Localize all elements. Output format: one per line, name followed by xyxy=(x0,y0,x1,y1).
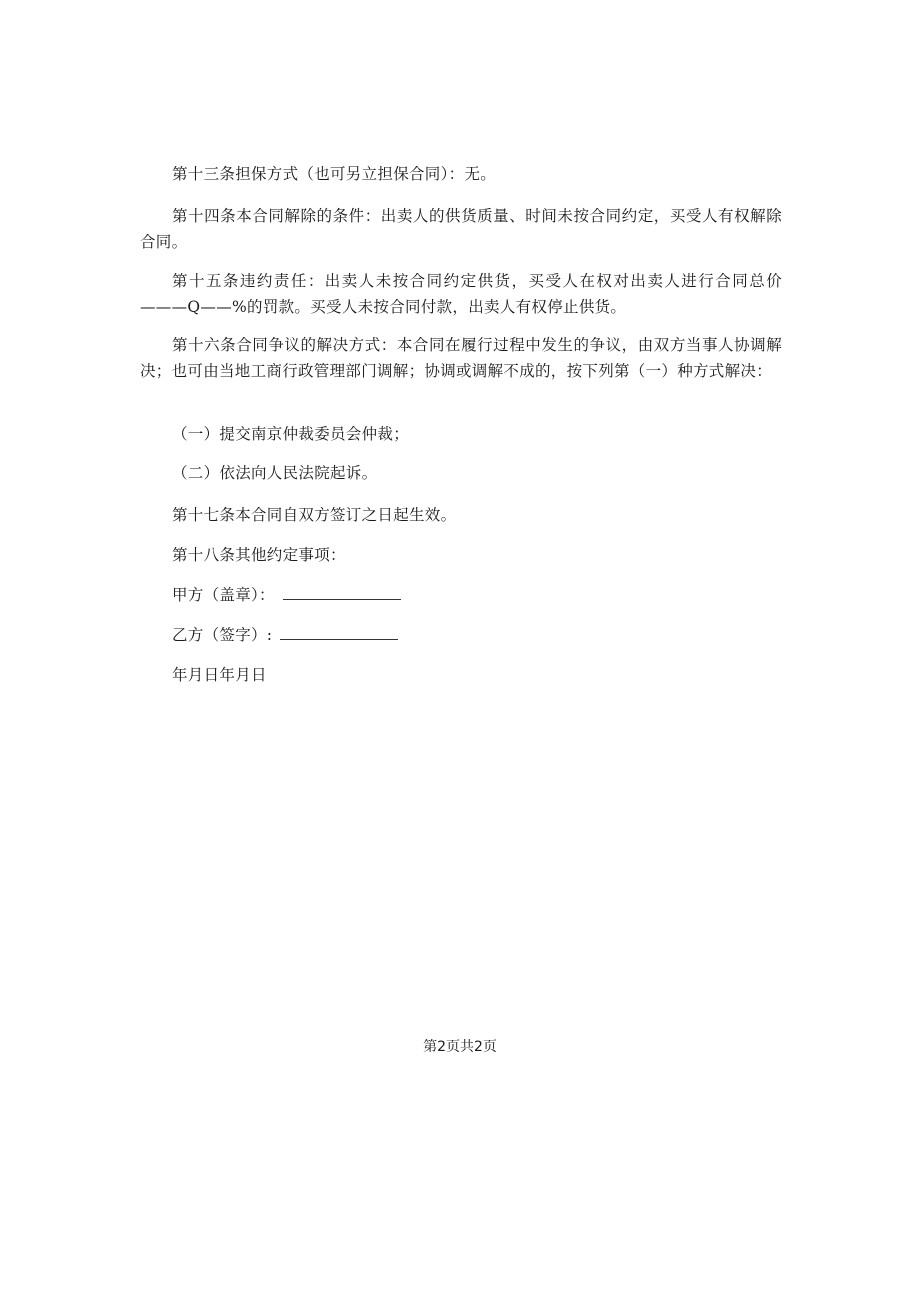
signing-dates: 年月日年月日 xyxy=(172,666,267,684)
dispute-option-2: （二）依法向人民法院起诉。 xyxy=(172,464,378,482)
party-b-signature-line xyxy=(280,623,398,640)
party-b-signature xyxy=(140,622,782,648)
article-18: 第十八条其他约定事项： xyxy=(172,546,346,564)
article-15: 第十五条违约责任：出卖人未按合同约定供货，买受人在权对出卖人进行合同总价———Q——%的罚款。买受人未按合同付款，出卖人有权停止供货。 xyxy=(140,272,782,316)
article-16: 第十六条合同争议的解决方式：本合同在履行过程中发生的争议，由双方当事人协调解决；也可由当地工商行政管理部门调解；协调或调解不成的，按下列第（一）种方式解决： xyxy=(140,336,782,380)
party-a-label: 甲方（盖章）： xyxy=(172,586,275,604)
party-b-label: 乙方（签字）: xyxy=(172,626,273,644)
party-a-signature-line xyxy=(283,583,401,600)
article-14: 第十四条本合同解除的条件：出卖人的供货质量、时间未按合同约定，买受人有权解除合同。 xyxy=(140,207,782,251)
article-17: 第十七条本合同自双方签订之日起生效。 xyxy=(172,506,457,524)
party-a-signature xyxy=(140,582,782,608)
dispute-option-1: （一）提交南京仲裁委员会仲裁； xyxy=(172,425,410,443)
article-13: 第十三条担保方式（也可另立担保合同）：无。 xyxy=(172,165,497,183)
page-number-footer: 第2页共2页 xyxy=(423,1039,497,1055)
